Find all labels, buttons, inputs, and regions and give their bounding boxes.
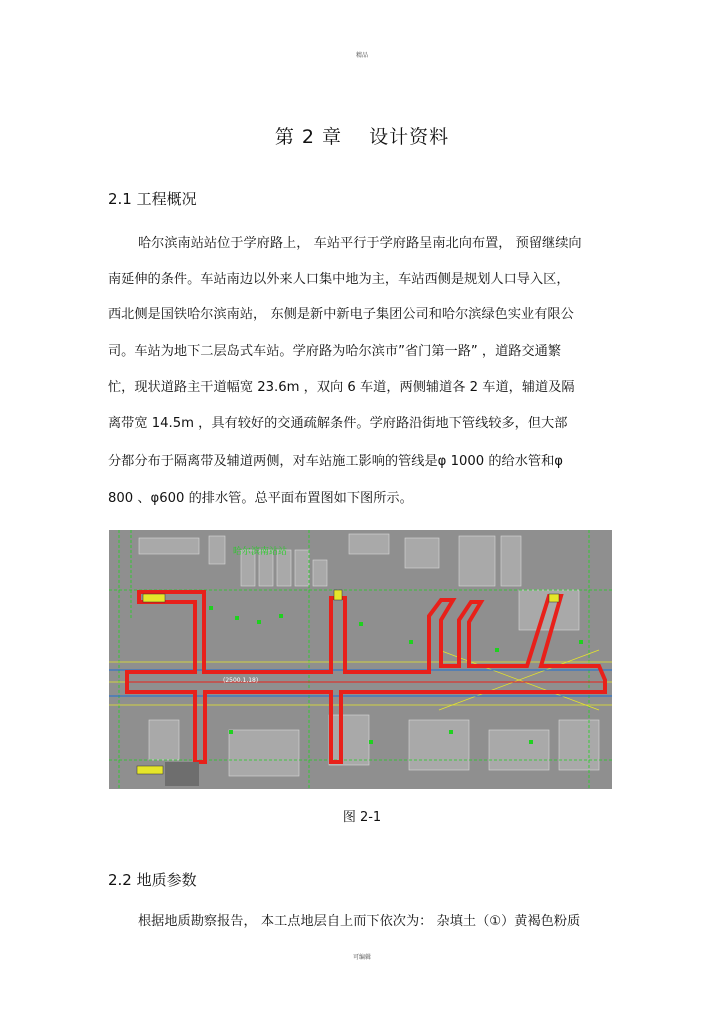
page-footer: 可编辑	[352, 954, 371, 961]
section-heading-2-2: 2.2 地质参数	[108, 871, 197, 889]
site-plan-figure	[109, 530, 612, 789]
paragraph-line: 哈尔滨南站站位于学府路上， 车站平行于学府路呈南北向布置， 预留继续向	[138, 236, 582, 251]
paragraph-line: 根据地质勘察报告， 本工点地层自上而下依次为： 杂填土（①）黄褐色粉质	[138, 914, 581, 929]
road-lines	[109, 650, 612, 710]
paragraph-line: 忙，现状道路主干道幅宽 23.6m ，双向 6 车道，两侧辅道各 2 车道，辅道及隔	[108, 380, 575, 395]
section-heading-2-1: 2.1 工程概况	[108, 190, 197, 208]
paragraph-line: 800 、φ600 的排水管。总平面布置图如下图所示。	[108, 491, 413, 506]
paragraph-line: 南延伸的条件。车站南边以外来人口集中地为主，车站西侧是规划人口导入区，	[108, 272, 570, 287]
paragraph-line: 分都分布于隔离带及辅道两侧，对车站施工影响的管线是φ 1000 的给水管和φ	[108, 454, 563, 469]
chapter-title: 第 2 章 设计资料	[274, 126, 450, 148]
paragraph-line: 司。车站为地下二层岛式车站。学府路为哈尔滨市”省门第一路” ，道路交通繁	[108, 344, 562, 359]
site-plan-drawing	[109, 530, 612, 789]
center-label: (2500.1,18)	[223, 677, 259, 684]
dark-patch	[165, 762, 199, 786]
figure-caption: 图 2-1	[342, 810, 382, 825]
top-station-label: 哈尔滨南站站	[233, 547, 288, 557]
paragraph-line: 西北侧是国铁哈尔滨南站， 东侧是新中新电子集团公司和哈尔滨绿色实业有限公	[108, 307, 574, 322]
page-header: 精品	[355, 52, 368, 59]
paragraph-line: 离带宽 14.5m ，具有较好的交通疏解条件。学府路沿街地下管线较多，但大部	[108, 416, 568, 431]
